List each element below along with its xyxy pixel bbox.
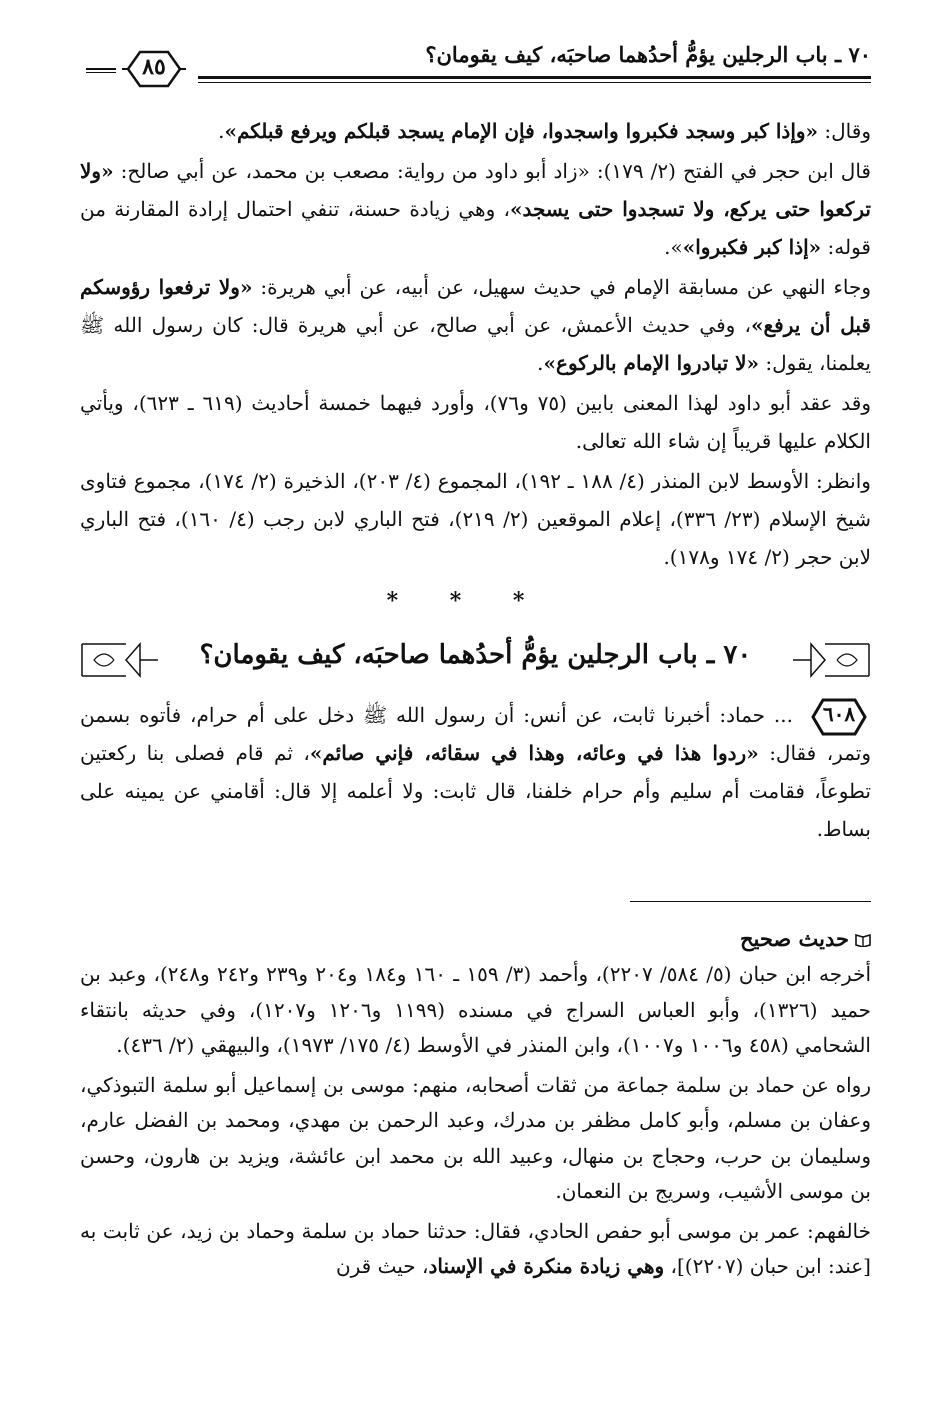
left-rule xyxy=(86,68,116,73)
paragraph-4: وقد عقد أبو داود لهذا المعنى بابين (٧٥ و٧٦)، وأورد فيهما خمسة أحاديث (٦١٩ ـ ٦٢٣)، ويأتي الكلام عليها قريباً إن شاء الله تعالى. xyxy=(80,391,872,453)
takhrij-paragraph-1: أخرجه ابن حبان (٥/ ٥٨٤/ ٢٢٠٧)، وأحمد (٣/ ١٥٩ ـ ١٦٠ و١٨٤ و٢٠٤ و٢٣٩ و٢٤٢ و٢٤٨)، وعبد بن حميد (١٣٢٦)، وأبو العباس السراج في مسنده (١١٩٩ و١٢٠٦ و١٢٠٧)، وفي حديثه بانتقاء الشحامي (٤٥٨ و١٠٠٦ و١٠٠٧)، وابن المنذر في الأوسط (٤/ ١٧٥/ ١٩٧٣)، والبيهقي (٢/ ٤٣٦). xyxy=(80,962,872,1057)
paragraph-1: وقال: «وإذا كبر وسجد فكبروا واسجدوا، فإن الإمام يسجد قبلكم ويرفع قبلكم». xyxy=(218,119,871,143)
ornament-left-icon xyxy=(80,638,160,682)
paragraph-3: وجاء النهي عن مسابقة الإمام في حديث سهيل، عن أبيه، عن أبي هريرة: «ولا ترفعوا رؤوسكم قبل أن يرفع»، وفي حديث الأعمش، عن أبي صالح، عن أبي هريرة قال: كان رسول الله ﷺ يعلمنا، يقول: «لا تبادروا الإمام بالركوع». xyxy=(80,275,871,375)
running-header xyxy=(80,36,871,86)
section-separator-stars: * * * xyxy=(386,588,547,614)
book-icon xyxy=(855,933,871,947)
running-title: ٧٠ ـ باب الرجلين يؤمُّ أحدُهما صاحبَه، كيف يقومان؟ xyxy=(425,42,871,67)
chapter-heading xyxy=(80,636,871,686)
takhrij-paragraph-3: خالفهم: عمر بن موسى أبو حفص الحادي، فقال: حدثنا حماد بن سلمة وحماد بن زيد، عن ثابت به [عند: ابن حبان (٢٢٠٧)]، وهي زيادة منكرة في الإسناد، حيث قرن xyxy=(80,1218,871,1278)
hadith-matn: ... حماد: أخبرنا ثابت، عن أنس: أن رسول الله ﷺ دخل على أم حرام، فأتوه بسمن وتمر، فقال: «ردوا هذا في وعائه، وهذا في سقائه، فإني صائم»، ثم قام فصلى بنا ركعتين تطوعاً، فقامت أم سليم وأم حرام خلفنا، قال ثابت: ولا أعلمه إلا قال: أقامني عن يمينه على بساط. xyxy=(80,703,872,841)
intro-text xyxy=(80,112,871,576)
paragraph-5: وانظر: الأوسط لابن المنذر (٤/ ١٨٨ ـ ١٩٢)، المجموع (٤/ ٢٠٣)، الذخيرة (٢/ ١٧٤)، مجموع فتاوى شيخ الإسلام (٢٣/ ٣٣٦)، إعلام الموقعين (٢/ ٢١٩)، فتح الباري لابن رجب (٤/ ١٦٠)، فتح الباري لابن حجر (٢/ ١٧٤ و١٧٨). xyxy=(80,469,871,569)
hadith-text xyxy=(80,696,871,848)
grade-label: حديث صحيح xyxy=(739,926,849,951)
paragraph-2: قال ابن حجر في الفتح (٢/ ١٧٩): «زاد أبو داود من رواية: مصعب بن محمد، عن أبي صالح: «ولا تركعوا حتى يركع، ولا تسجدوا حتى يسجد»، وهي زيادة حسنة، تنفي احتمال إرادة المقارنة من قوله: «إذا كبر فكبروا»». xyxy=(80,159,871,259)
footnote-rule xyxy=(630,901,871,902)
takhrij-paragraph-2: رواه عن حماد بن سلمة جماعة من ثقات أصحابه، منهم: موسى بن إسماعيل أبو سلمة التبوذكي، وعفان بن مسلم، وأبو كامل مظفر بن مدرك، وعبد الرحمن بن مهدي، ومحمد بن الفضل عارم، وسليمان بن حرب، وحجاج بن منهال، وعبيد الله بن محمد ابن عائشة، ويزيد بن هارون، وحسن بن موسى الأشيب، وسريج بن النعمان. xyxy=(80,1072,871,1203)
page-number-badge xyxy=(118,48,190,90)
hadith-number: ٦٠٨ xyxy=(822,702,856,726)
grade-heading xyxy=(740,926,871,951)
header-rule xyxy=(198,76,871,83)
chapter-title: ٧٠ ـ باب الرجلين يؤمُّ أحدُهما صاحبَه، كيف يقومان؟ xyxy=(199,640,752,670)
takhrij-text xyxy=(80,957,871,1285)
page-number: ٨٥ xyxy=(142,54,166,80)
